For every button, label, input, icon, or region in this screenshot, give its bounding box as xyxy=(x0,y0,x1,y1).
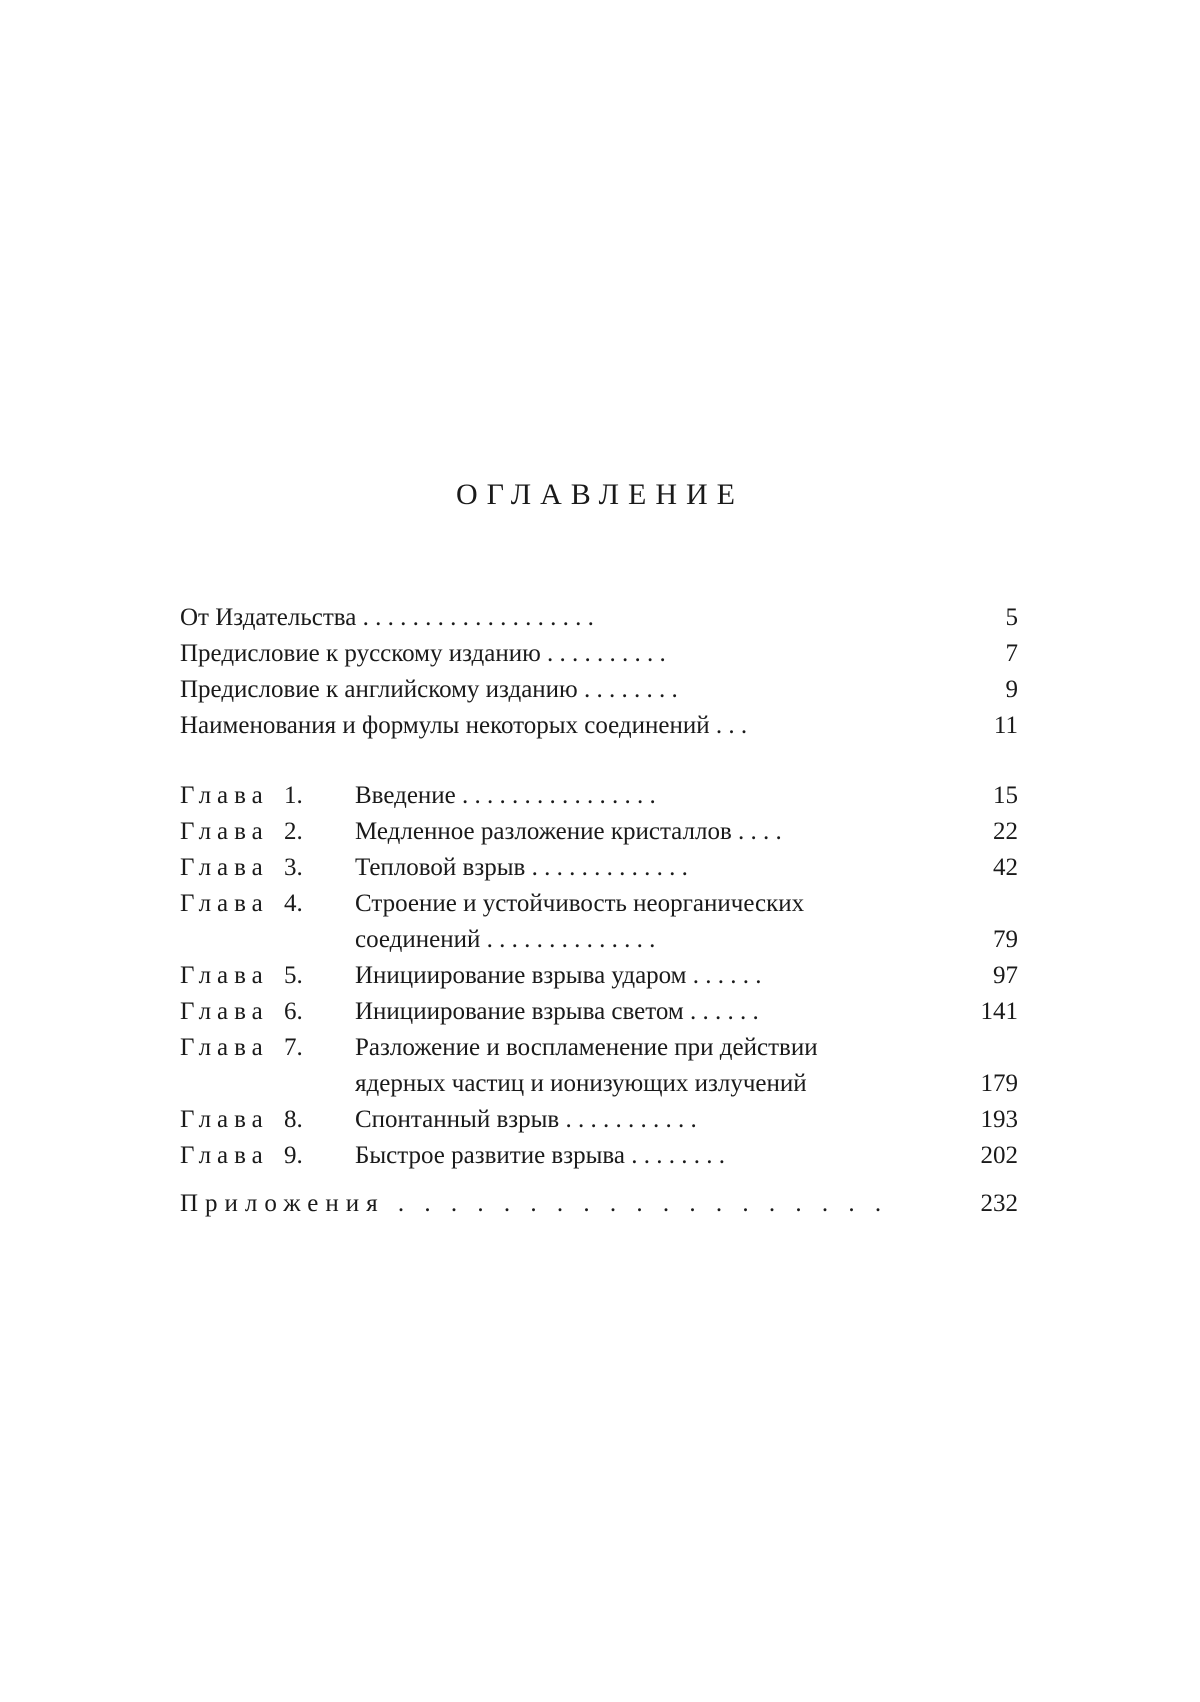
toc-entry-page: 202 xyxy=(980,1142,1018,1169)
toc-entry-page: 22 xyxy=(993,818,1018,845)
chapter-number: 2. xyxy=(283,818,303,845)
toc-entry-title: Приложения . . . . . . . . . . . . . . . . . . . xyxy=(180,1190,889,1217)
toc-chapter-2[interactable] xyxy=(180,814,1018,850)
toc-entry-title: Предисловие к русскому изданию . . . . . . . . . . xyxy=(180,640,666,667)
toc-entry-page: 42 xyxy=(993,854,1018,881)
chapter-title: Инициирование взрыва светом . . . . . . xyxy=(355,998,759,1025)
toc-entry-compound-names[interactable] xyxy=(180,708,1018,744)
section-gap xyxy=(180,1174,1018,1186)
chapter-number: 5. xyxy=(283,962,303,989)
toc-chapter-9[interactable] xyxy=(180,1138,1018,1174)
chapter-title-continued: ядерных частиц и ионизующих излучений xyxy=(355,1070,807,1097)
chapter-title: Разложение и воспламенение при действии xyxy=(355,1034,818,1061)
toc-entry-page: 141 xyxy=(980,998,1018,1025)
toc-entry-page: 179 xyxy=(980,1070,1018,1097)
chapter-title: Инициирование взрыва ударом . . . . . . xyxy=(355,962,762,989)
chapter-title: Введение . . . . . . . . . . . . . . . . xyxy=(355,782,656,809)
chapter-title: Строение и устойчивость неорганических xyxy=(355,890,805,917)
toc-chapter-7[interactable] xyxy=(180,1030,1018,1102)
chapter-label: Глава xyxy=(180,782,269,809)
chapter-label: Глава xyxy=(180,962,269,989)
chapter-label: Глава xyxy=(180,818,269,845)
toc-entry-russian-preface[interactable] xyxy=(180,636,1018,672)
toc-entry-publisher[interactable] xyxy=(180,600,1018,636)
toc-chapter-1[interactable] xyxy=(180,778,1018,814)
chapter-label: Глава xyxy=(180,1142,269,1169)
toc-chapter-8[interactable] xyxy=(180,1102,1018,1138)
chapter-label: Глава xyxy=(180,854,269,881)
toc-entry-title: Наименования и формулы некоторых соединений . . . xyxy=(180,712,748,739)
chapter-number: 4. xyxy=(283,890,303,917)
toc-chapter-3[interactable] xyxy=(180,850,1018,886)
chapter-label: Глава xyxy=(180,890,269,917)
chapter-title: Спонтанный взрыв . . . . . . . . . . . xyxy=(355,1106,697,1133)
toc-entry-page: 97 xyxy=(993,962,1018,989)
toc-entry-title: Предисловие к английскому изданию . . . . . . . . xyxy=(180,676,678,703)
toc-entry-page: 79 xyxy=(993,926,1018,953)
toc-entry-title: От Издательства . . . . . . . . . . . . . . . . . . . xyxy=(180,604,594,631)
toc-chapter-4[interactable] xyxy=(180,886,1018,958)
chapter-label: Глава xyxy=(180,1106,269,1133)
toc-entry-english-preface[interactable] xyxy=(180,672,1018,708)
chapter-number: 8. xyxy=(283,1106,303,1133)
table-of-contents xyxy=(180,600,1018,1222)
chapter-label: Глава xyxy=(180,998,269,1025)
chapter-number: 7. xyxy=(283,1034,303,1061)
chapter-label: Глава xyxy=(180,1034,269,1061)
toc-entry-page: 193 xyxy=(980,1106,1018,1133)
chapter-number: 3. xyxy=(283,854,303,881)
toc-entry-page: 9 xyxy=(1005,676,1018,703)
chapter-title: Тепловой взрыв . . . . . . . . . . . . . xyxy=(355,854,688,881)
toc-entry-page: 11 xyxy=(993,712,1018,739)
chapter-number: 6. xyxy=(283,998,303,1025)
section-gap xyxy=(180,744,1018,778)
toc-chapter-6[interactable] xyxy=(180,994,1018,1030)
chapter-number: 1. xyxy=(283,782,303,809)
toc-entry-page: 232 xyxy=(980,1190,1018,1217)
chapter-title-continued: соединений . . . . . . . . . . . . . . xyxy=(355,926,656,953)
toc-entry-page: 5 xyxy=(1005,604,1018,631)
toc-entry-appendix[interactable] xyxy=(180,1186,1018,1222)
chapter-number: 9. xyxy=(283,1142,303,1169)
chapter-title: Медленное разложение кристаллов . . . . xyxy=(355,818,782,845)
chapter-title: Быстрое развитие взрыва . . . . . . . . xyxy=(355,1142,725,1169)
toc-entry-page: 7 xyxy=(1005,640,1018,667)
toc-entry-page: 15 xyxy=(993,782,1018,809)
page-title: ОГЛАВЛЕНИЕ xyxy=(456,478,744,511)
toc-chapter-5[interactable] xyxy=(180,958,1018,994)
